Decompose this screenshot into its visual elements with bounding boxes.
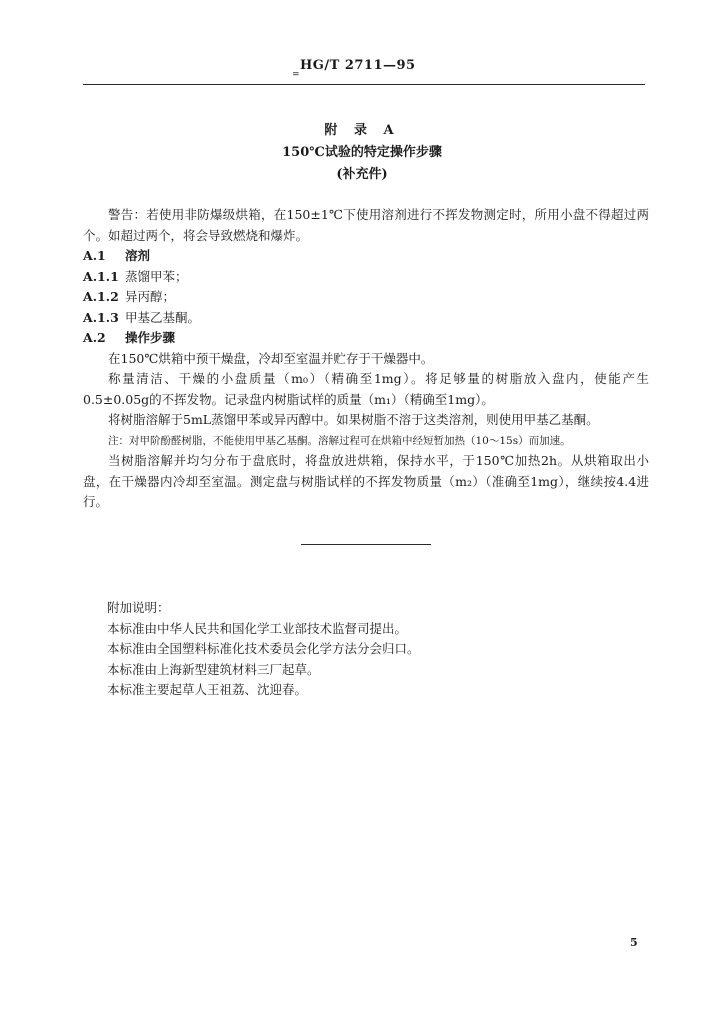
note-paragraph: 注：对甲阶酚醛树脂，不能使用甲基乙基酮。溶解过程可在烘箱中经短暂加热（10～15s）而加速。 [108, 434, 571, 447]
section-number: A.2 [83, 330, 106, 345]
page-number: 5 [630, 936, 638, 949]
body-text [83, 205, 649, 513]
item-text: 甲基乙基酮。 [125, 309, 201, 325]
section-divider [301, 544, 431, 545]
annex-main-title: 150℃试验的特定操作步骤 [282, 145, 442, 160]
item-text: 异丙醇； [125, 289, 176, 304]
step-3-paragraph: 将树脂溶解于5mL蒸馏甲苯或异丙醇中。如果树脂不溶于这类溶剂，则使用甲基乙基酮。 [108, 412, 599, 427]
additional-line: 本标准由全国塑料标准化技术委员会化学方法分会归口。 [107, 641, 420, 656]
additional-heading: 附加说明： [107, 600, 170, 615]
item-number: A.1.1 [83, 268, 119, 284]
additional-notes [107, 598, 420, 701]
header-rule [83, 84, 645, 85]
item-number: A.1.3 [83, 309, 119, 325]
step-2-paragraph: 称量清洁、干燥的小盘质量（m₀）（精确至1mg）。将足够量的树脂放入盘内，使能产生0.5±0.05g的不挥发物。记录盘内树脂试样的质量（m₁）（精确至1mg）。 [83, 371, 649, 407]
item-a11 [83, 267, 649, 288]
item-text: 蒸馏甲苯； [125, 268, 188, 284]
additional-line: 本标准由中华人民共和国化学工业部技术监督司提出。 [107, 620, 408, 636]
annex-label: 附 录 A [324, 123, 400, 138]
step-1-paragraph: 在150℃烘箱中预干燥盘，冷却至室温并贮存于干燥器中。 [108, 350, 434, 366]
section-number: A.1 [83, 248, 106, 263]
item-a12 [83, 287, 649, 308]
section-a1 [83, 246, 649, 267]
additional-line: 本标准主要起草人王祖荔、沈迎春。 [107, 682, 308, 697]
header-mark: = [292, 70, 300, 80]
additional-line: 本标准由上海新型建筑材料三厂起草。 [107, 661, 320, 677]
item-a13 [83, 308, 649, 329]
annex-title-block [0, 120, 724, 186]
step-4-paragraph: 当树脂溶解并均匀分布于盘底时，将盘放进烘箱，保持水平，于150℃加热2h。从烘箱取出小盘，在干燥器内冷却至室温。测定盘与树脂试样的不挥发物质量（m₂）（准确至1mg），继续按4.4进行。 [83, 453, 649, 509]
section-a2 [83, 328, 649, 349]
standard-number: HG/T 2711—95 [300, 58, 416, 73]
item-number: A.1.2 [83, 289, 119, 304]
warning-paragraph: 警告：若使用非防爆级烘箱，在150±1℃下使用溶剂进行不挥发物测定时，所用小盘不得超过两个。如超过两个，将会导致燃烧和爆炸。 [83, 207, 649, 243]
section-title: 操作步骤 [125, 330, 176, 345]
annex-subtitle: (补充件) [336, 167, 388, 182]
section-title: 溶剂 [125, 248, 151, 263]
